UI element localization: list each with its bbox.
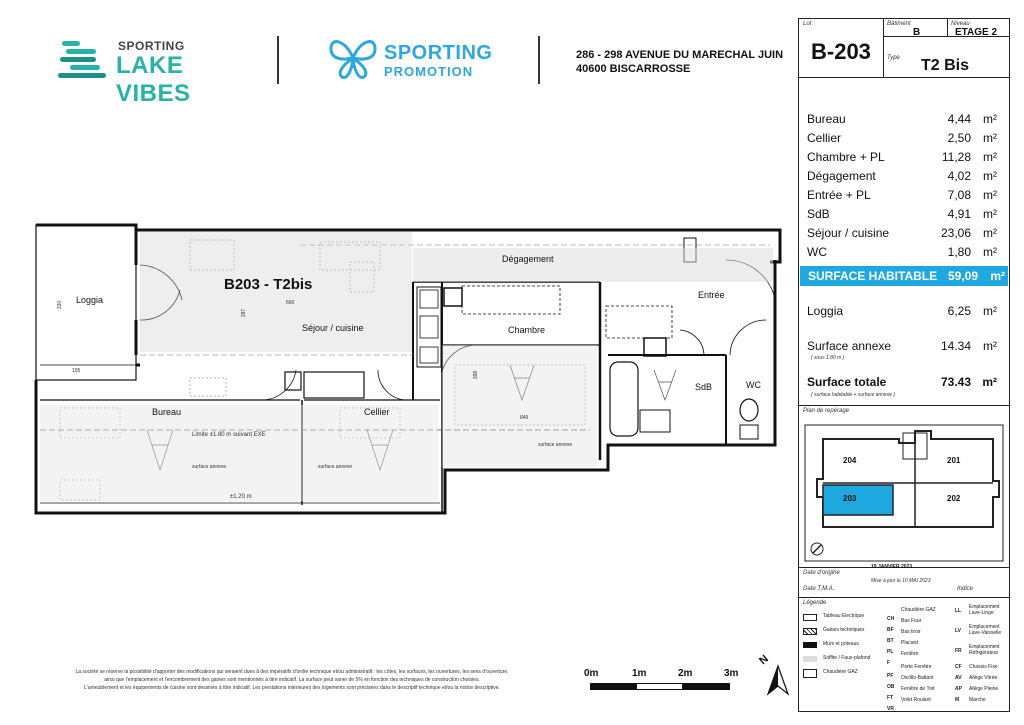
type-label: Type: [887, 55, 900, 61]
date-origine-label: Date d'origine: [803, 570, 840, 576]
legend-title: Légende: [803, 600, 827, 606]
loggia-row: Loggia 6,25 m²: [807, 304, 997, 318]
key-plan-title: Plan de repérage: [803, 408, 850, 414]
totale-note: ( surface habitable + surface annexe ): [811, 392, 896, 398]
surface-habitable-value: 59,09: [947, 269, 978, 283]
surface-row: Cellier 2,50 m²: [807, 131, 997, 145]
date-tma-label: Date T.M.A.: [803, 586, 835, 592]
type-value: T2 Bis: [921, 57, 970, 74]
dim-330: 330: [57, 300, 64, 310]
surface-habitable-unit: m²: [990, 269, 1005, 283]
disclaimer: La société se réserve la possibilité d'apporter des modifications qui seraient dues à des impératifs d'ordre technique et/ou administratif : les côtes, les surfaces, les ouvertures, les sens d'ouverture, ainsi que l'emplacement et l'encombrement des gaines sont mentionnés à titre indicatif. La surface peut varier de 5% en fonction des techniques de construction choisies. L'ameublement et les équipements de cuisine sont dessinés à titre indicatif. Les prestations intérieures des logements sont précisées dans le descriptif technique et/ou la notice descriptive.: [75, 669, 509, 691]
technical-duct-icon: [803, 628, 817, 635]
room-sejour: Séjour / cuisine: [302, 323, 364, 333]
address-line-1: 286 - 298 AVENUE DU MARECHAL JUIN: [576, 49, 784, 61]
niveau-value: ETAGE 2: [955, 27, 998, 38]
room-loggia: Loggia: [76, 295, 104, 305]
dim-849: 849: [520, 415, 529, 421]
dim-195: 195: [72, 368, 81, 374]
legend-codes-right: LL Emplacement Lave-Linge LV Emplacement Lave-Vaisselle FR Emplacement Réfrigérateur CF Chassis Fixe AV Allège Vitrée AP Allège Pleine M Marche: [955, 604, 1002, 703]
height-label: ±1.20 m: [230, 494, 252, 500]
niveau-label: Niveau: [951, 21, 970, 27]
plan-title: B203 - T2bis: [224, 276, 313, 293]
scale-bar: [584, 668, 740, 696]
room-entree: Entrée: [698, 290, 725, 300]
north-label: N: [757, 652, 771, 668]
batiment-value: B: [913, 27, 921, 38]
surface-row: Chambre + PL 11,28 m²: [807, 150, 997, 164]
room-bureau: Bureau: [152, 407, 182, 417]
date-maj: Mise à jour le 10 MAI 2023: [871, 578, 931, 584]
key-plan-unit-201: 201: [947, 456, 961, 465]
dim-398: 398: [473, 370, 480, 380]
scale-1: 1m: [632, 668, 647, 679]
surface-row: SdB 4,91 m²: [807, 207, 997, 221]
indice-label: Indice: [957, 586, 974, 592]
surface-row: Bureau 4,44 m²: [807, 112, 997, 126]
legend-codes-mid: CH Chaudière GAZ BF Bas Four BT Bas tiroir PL Placard F Fenêtre PF Porte Fenêtre OB Oscillo-Battant FT Fenêtre de Toit VR Volet Roulant: [887, 607, 936, 712]
surface-habitable-label: SURFACE HABITABLE: [808, 269, 938, 283]
promo-brand-top: SPORTING: [384, 42, 493, 64]
annexe-label-2: surface annexe: [318, 464, 353, 470]
surface-row: WC 1,80 m²: [807, 245, 997, 259]
key-plan-map: [803, 423, 1005, 563]
north-arrow-icon: [764, 664, 792, 698]
surface-row: Entrée + PL 7,08 m²: [807, 188, 997, 202]
promo-brand-bottom: PROMOTION: [384, 64, 474, 79]
scale-2: 2m: [678, 668, 693, 679]
key-plan-highlight: [823, 485, 893, 515]
room-sdb: SdB: [695, 382, 713, 392]
batiment-label: Bâtiment: [887, 21, 911, 27]
soffit-icon: [803, 656, 817, 662]
surface-row: Dégagement 4,02 m²: [807, 169, 997, 183]
key-plan-unit-202: 202: [947, 494, 961, 503]
surface-habitable-bar: [800, 266, 1008, 286]
key-plan-unit-203: 203: [843, 494, 857, 503]
annexe-label-1: surface annexe: [192, 464, 227, 470]
dim-287: 287: [241, 308, 248, 318]
limite-label: Limite ±1.80 m suivant EXE: [192, 432, 266, 438]
room-wc: WC: [746, 380, 761, 390]
scale-3: 3m: [724, 668, 739, 679]
key-plan-unit-204: 204: [843, 456, 857, 465]
address-line-2: 40600 BISCARROSSE: [576, 63, 691, 75]
electric-panel-icon: [803, 614, 817, 621]
lot-panel: Lot B-203 Bâtiment B Niveau ETAGE 2 Type T2 Bis Bureau 4,44 m² Cellier 2,50 m² Chambre + PL 11,28 m² Dégagement 4,02 m² Entrée + PL 7,08 m² SdB 4,91 m² Séjour / cuisine 23,06 m² WC 1,80 m² SURFACE HABITABLE 59,09 m² Loggia 6,25 m² Surface annexe 14.34 m² ( sous 1.80 m ) Surface totale 73.43 m² ( surface habitable + surface annexe ) Plan de repérage 204 201 203 202 Date d'origine 19 JANVIER 2023 Mise à jour le 10 MAI 2023 Date T.M.A. Indice Légende Tableau Electrique Gaines techniques Murs et poteaux Soffite / Faux-plafond Chaudière GAZ CH Chaudière GAZ BF Bas Four BT Bas tiroir PL Placard F Fenêtre PF Porte Fenêtre OB Oscillo-Battant FT Fenêtre de Toit VR Volet Roulant LL Emplacement Lave-Linge LV Emplacement Lave-Vaisselle FR Emplacement Réfrigérateur CF Chassis Fixe AV Allège Vitrée AP Allège Pleine M Marche: [798, 18, 1010, 712]
scale-0: 0m: [584, 668, 599, 679]
lake-brand-bottom: LAKE VIBES: [116, 52, 191, 107]
dim-660: 660: [286, 300, 295, 306]
room-degagement: Dégagement: [502, 254, 554, 264]
lot-label: Lot: [803, 21, 812, 27]
lot-value: B-203: [811, 39, 871, 64]
annexe-label-3: surface annexe: [538, 442, 573, 448]
lake-brand-top: SPORTING: [118, 39, 185, 53]
room-chambre: Chambre: [508, 325, 546, 335]
room-cellier: Cellier: [364, 407, 390, 417]
surface-row: Séjour / cuisine 23,06 m²: [807, 226, 997, 240]
annexe-row: Surface annexe 14.34 m²: [807, 339, 997, 353]
wall-icon: [803, 642, 817, 648]
north-arrow: [758, 654, 794, 698]
annexe-note: ( sous 1.80 m ): [811, 355, 845, 361]
totale-row: Surface totale 73.43 m²: [807, 375, 997, 389]
boiler-icon: [803, 669, 817, 678]
date-origine-value: 19 JANVIER 2023: [871, 564, 913, 570]
